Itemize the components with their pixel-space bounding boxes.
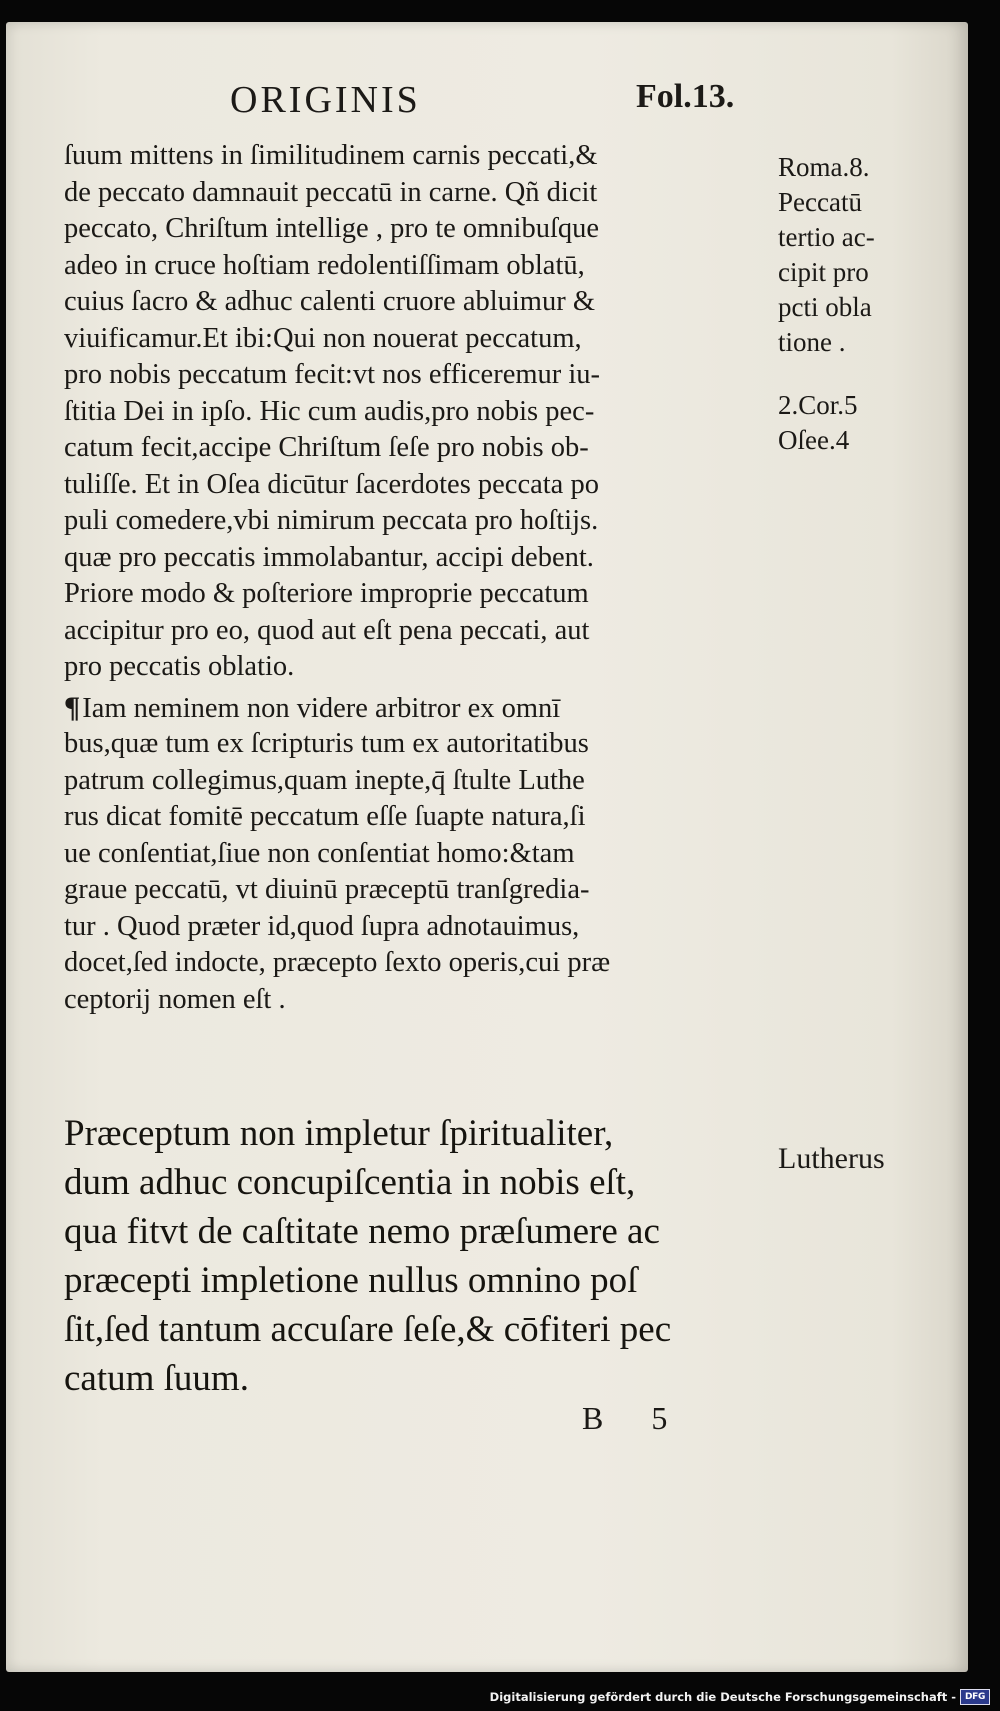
running-head [6, 78, 968, 128]
text-line: viuificamur.Et ibi:Qui non nouerat peccatum, [64, 322, 582, 354]
margin-note-line: pcti obla [778, 292, 872, 322]
text-line: graue peccatū, vt diuinū præceptū tranſgredia- [64, 874, 590, 905]
text-line: quæ pro peccatis immolabantur, accipi debent. [64, 541, 594, 573]
folio-number: Fol.13. [636, 78, 735, 115]
footer-credit: Digitalisierung gefördert durch die Deutsche Forschungsgemeinschaft - [489, 1690, 956, 1704]
thesis-line: ſit,ſed tantum accuſare ſeſe,& cōfiteri pec [64, 1309, 672, 1350]
text-line: accipitur pro eo, quod aut eſt pena peccati, aut [64, 614, 590, 646]
text-line: ſtitia Dei in ipſo. Hic cum audis,pro nobis pec- [64, 395, 595, 427]
paragraph-1 [64, 138, 764, 686]
text-line: ue conſentiat,ſiue non conſentiat homo:&tam [64, 837, 575, 869]
text-line: Priore modo & poſteriore improprie peccatum [64, 578, 589, 609]
margin-note-roma: Roma.8. [778, 152, 870, 182]
text-line: rus dicat fomitē peccatum eſſe ſuapte natura,ſi [64, 801, 586, 832]
text-line-content: Iam neminem non videre arbitror ex omnī [82, 692, 561, 724]
margin-note-cor: 2.Cor.5 [778, 390, 858, 420]
text-line: catum fecit,accipe Chriſtum ſeſe pro nobis ob- [64, 432, 589, 463]
margin-note-line: Peccatū [778, 187, 862, 217]
text-line: de peccato damnauit peccatū in carne. Qñ dicit [64, 176, 598, 208]
margin-note-osee: Oſee.4 [778, 425, 850, 455]
running-head-title: ORIGINIS [230, 79, 421, 121]
thesis-line: qua fitvt de caſtitate nemo præſumere ac [64, 1211, 660, 1252]
margin-note-line: cipit pro [778, 257, 869, 287]
text-line: bus,quæ tum ex ſcripturis tum ex autoritatibus [64, 728, 589, 759]
digitization-footer [490, 1687, 990, 1707]
text-line: peccato, Chriſtum intellige , pro te omnibuſque [64, 213, 600, 244]
margin-notes [778, 150, 948, 458]
margin-note-line: tione . [778, 327, 846, 357]
text-line: pro peccatis oblatio. [64, 651, 295, 682]
thesis-line: præcepti impletione nullus omnino poſ [64, 1260, 638, 1301]
quoted-thesis-block [64, 1109, 784, 1403]
thesis-line: Præceptum non impletur ſpiritualiter, [64, 1113, 614, 1154]
paragraph-2 [64, 690, 764, 1019]
book-page [6, 22, 968, 1672]
text-line [64, 690, 764, 727]
dfg-logo-icon: DFG [960, 1689, 990, 1705]
text-line: puli comedere,vbi nimirum peccata pro hoſtijs. [64, 505, 599, 536]
signature-mark: B 5 [582, 1400, 668, 1436]
text-line: patrum collegimus,quam inepte,q̄ ſtulte Luthe [64, 764, 585, 796]
thesis-line: catum ſuum. [64, 1358, 249, 1399]
text-line: tuliſſe. Et in Oſea dicūtur ſacerdotes peccata po [64, 468, 599, 500]
text-line: ſuum mittens in ſimilitudinem carnis peccati,& [64, 140, 598, 171]
margin-note-line: tertio ac- [778, 222, 875, 252]
text-line: adeo in cruce hoſtiam redolentiſſimam oblatū, [64, 249, 585, 281]
text-line: tur . Quod præter id,quod ſupra adnotauimus, [64, 910, 580, 942]
thesis-line: dum adhuc concupiſcentia in nobis eſt, [64, 1162, 636, 1203]
margin-note-lutherus: Lutherus [778, 1142, 885, 1175]
text-line: docet,ſed indocte, præcepto ſexto operis,cui præ [64, 947, 611, 978]
text-line: pro nobis peccatum fecit:vt nos efficeremur iu- [64, 359, 601, 390]
main-text-block [64, 138, 764, 1018]
pilcrow-mark: ¶ [64, 690, 81, 724]
text-line: cuius ſacro & adhuc calenti cruore abluimur & [64, 286, 596, 317]
text-line: ceptorij nomen eſt . [64, 983, 286, 1015]
